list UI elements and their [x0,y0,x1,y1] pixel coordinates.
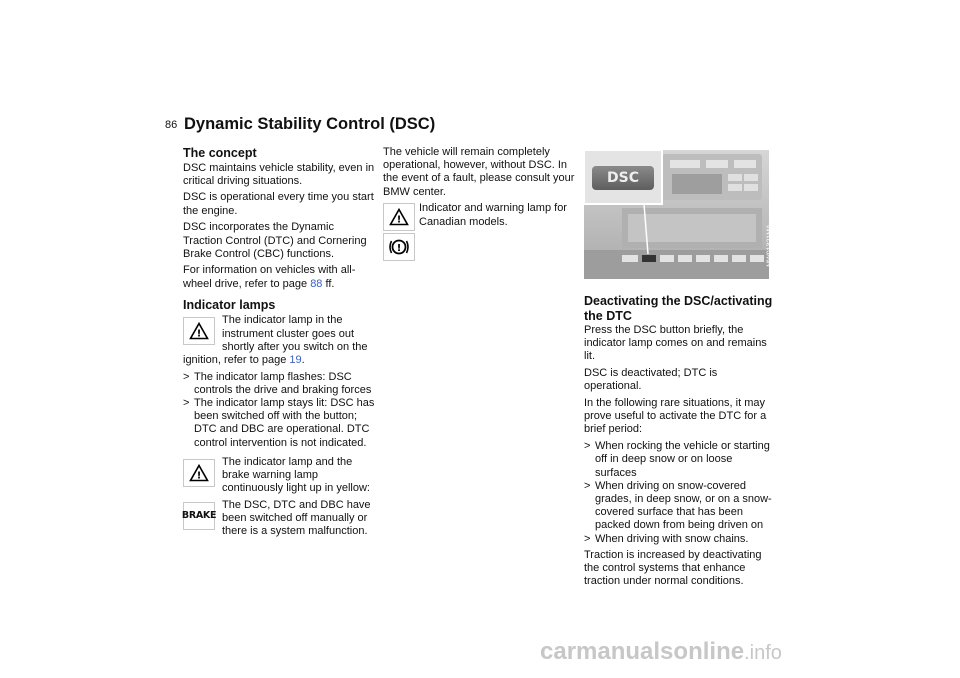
concept-p1: DSC maintains vehicle stability, even in critical driving situations. [183,161,375,187]
list-item: > When driving with snow chains. [584,532,749,545]
heading-concept: The concept [183,146,257,160]
footer-watermark: carmanualsonline.info [540,638,782,665]
lamp2-text: ! The indicator lamp and the brake warning lamp continuously light up in yellow: [183,456,375,496]
indicator-bullet-list [183,371,375,450]
col3-p2: DSC is deactivated; DTC is operational. [584,367,718,393]
column-2 [383,146,575,264]
col3-p4: Traction is increased by deactivating the control systems that enhance traction under normal conditions. [584,548,762,588]
list-item: > When driving on snow-covered grades, in deep snow, or on a snow-covered surface that has been packed down from being driven on [584,479,772,532]
canadian-lamps [383,202,575,264]
warning-triangle-icon [383,203,415,231]
svg-text:!: ! [396,214,402,226]
warning-triangle-icon [183,459,215,487]
svg-text:!: ! [396,243,402,255]
brake-circle-icon [383,233,415,261]
lamp3-text: BRAKE The DSC, DTC and DBC have been switched off manually or there is a system malfunction. [181,498,371,538]
page-link-19[interactable]: 19 [289,353,302,366]
svg-text:!: ! [196,328,202,340]
warning-triangle-icon [183,317,215,345]
col3-p3: In the following rare situations, it may prove useful to activate the DTC for a brief period: [584,397,767,436]
col2-p2: Indicator and warning lamp for Canadian models. [419,202,567,228]
list-item: > The indicator lamp stays lit: DSC has been switched off with the button; DTC and DBC are operational. DTC control intervention is not indicated. [183,397,375,449]
brake-warning-icon: BRAKE [183,502,215,530]
dtc-bullet-list [584,440,774,546]
page-title: Dynamic Stability Control (DSC) [184,115,436,133]
list-item: > The indicator lamp flashes: DSC controls the drive and braking forces [183,370,372,396]
concept-p2: DSC is operational every time you start the engine. [183,191,374,217]
dsc-button-photo [584,150,774,279]
dsc-button-label: DSC [607,170,639,186]
heading-indicator-lamps: Indicator lamps [183,297,276,312]
svg-text:!: ! [196,470,202,482]
column-1 [183,146,375,542]
list-item: > When rocking the vehicle or starting off in deep snow or on loose surfaces [584,440,770,479]
page-number: 86 [165,119,178,131]
heading-deactivating: Deactivating the DSC/activating the DTC [584,294,773,323]
col3-p1: Press the DSC button briefly, the indicator lamp comes on and remains lit. [584,324,767,363]
column-3 [584,294,774,592]
page-link-88[interactable]: 88 [310,277,323,290]
concept-p3: DSC incorporates the Dynamic Traction Control (DTC) and Cornering Brake Control (CBC) functions. [183,221,367,260]
concept-p4: For information on vehicles with all-wheel drive, refer to page 88 ff. [183,264,356,290]
lamp1-text: ! The indicator lamp in the instrument cluster goes out shortly after you switch on the ignition, refer to page 19. [183,314,368,366]
photo-code: MW01321MA [766,224,774,267]
col2-p1: The vehicle will remain completely operational, however, without DSC. In the event of a fault, please consult your BMW center. [383,146,575,198]
